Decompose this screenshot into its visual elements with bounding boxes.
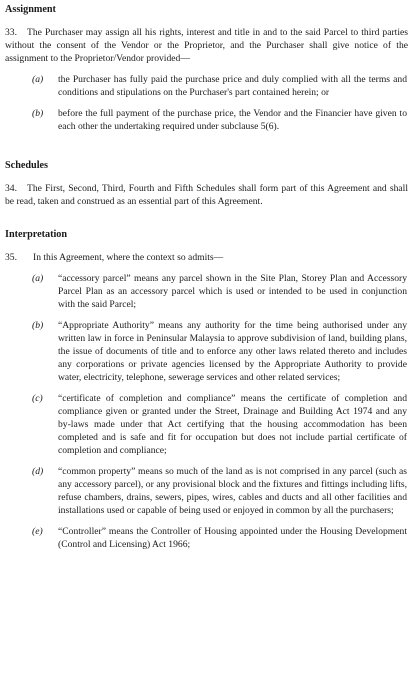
clause-35-item-b bbox=[5, 319, 408, 384]
item-text: “accessory parcel” means any parcel shown in the Site Plan, Storey Plan and Accessory Parcel Plan as an accessory parcel which is used or intended to be used in conjunction with the said Parcel; bbox=[58, 273, 407, 310]
item-text: “common property” means so much of the land as is not comprised in any parcel (such as any accessory parcel), or any provisional block and the fixtures and fittings including lifts, refuse chambers, drains, sewers, pipes, wires, cables and ducts and all other facilities and installations used or capable of being used or enjoyed in common by all the purchasers; bbox=[58, 466, 407, 516]
clause-number: 33. bbox=[5, 27, 17, 38]
clause-number: 34. bbox=[5, 183, 17, 194]
section-heading-interpretation: Interpretation bbox=[5, 229, 68, 240]
clause-35-item-a bbox=[5, 272, 408, 311]
clause-35-item-e bbox=[5, 525, 408, 551]
clause-34 bbox=[5, 182, 408, 208]
item-text: the Purchaser has fully paid the purchase price and duly complied with all the terms and conditions and stipulations on the Purchaser's part contained herein; or bbox=[58, 74, 407, 98]
clause-33-item-b bbox=[5, 107, 408, 133]
item-label: (b) bbox=[32, 320, 44, 331]
item-text: “Controller” means the Controller of Housing appointed under the Housing Development (Control and Licensing) Act 1966; bbox=[58, 526, 407, 550]
item-label: (a) bbox=[32, 273, 44, 284]
item-label: (b) bbox=[32, 108, 44, 119]
section-heading-assignment: Assignment bbox=[5, 4, 56, 15]
item-text: “certificate of completion and compliance” means the certificate of completion and compliance given or granted under the Street, Drainage and Building Act 1974 and any by-laws made under that Act certifying that the housing accommodation has been completed and is safe and fit for occupation but does not include partial certificate of completion and compliance; bbox=[58, 393, 407, 456]
item-label: (d) bbox=[32, 466, 44, 477]
clause-33-item-a bbox=[5, 73, 408, 99]
clause-number: 35. bbox=[5, 252, 17, 263]
clause-35-item-c bbox=[5, 392, 408, 457]
clause-35-item-d bbox=[5, 465, 408, 517]
item-label: (c) bbox=[32, 393, 43, 404]
clause-text: The First, Second, Third, Fourth and Fifth Schedules shall form part of this Agreement and shall be read, taken and construed as an essential part of this Agreement. bbox=[5, 183, 408, 207]
clause-text: The Purchaser may assign all his rights, interest and title in and to the said Parcel to third parties without the consent of the Vendor or the Proprietor, and the Purchaser shall give notice of the assignment to the Proprietor/Vendor provided— bbox=[5, 27, 408, 64]
clause-35 bbox=[5, 251, 408, 264]
item-text: before the full payment of the purchase price, the Vendor and the Financier have given to each other the undertaking required under subclause 5(6). bbox=[58, 108, 407, 132]
clause-33 bbox=[5, 26, 408, 65]
clause-text: In this Agreement, where the context so admits— bbox=[33, 252, 224, 263]
section-heading-schedules: Schedules bbox=[5, 160, 49, 171]
item-text: “Appropriate Authority” means any authority for the time being authorised under any written law in force in Peninsular Malaysia to approve subdivision of land, building plans, the issue of documents of title and to enforce any other laws related thereto and includes any corporations or private agencies licensed by the Appropriate Authority to provide water, electricity, telephone, sewerage services and other related services; bbox=[58, 320, 407, 383]
item-label: (a) bbox=[32, 74, 44, 85]
item-label: (e) bbox=[32, 526, 43, 537]
